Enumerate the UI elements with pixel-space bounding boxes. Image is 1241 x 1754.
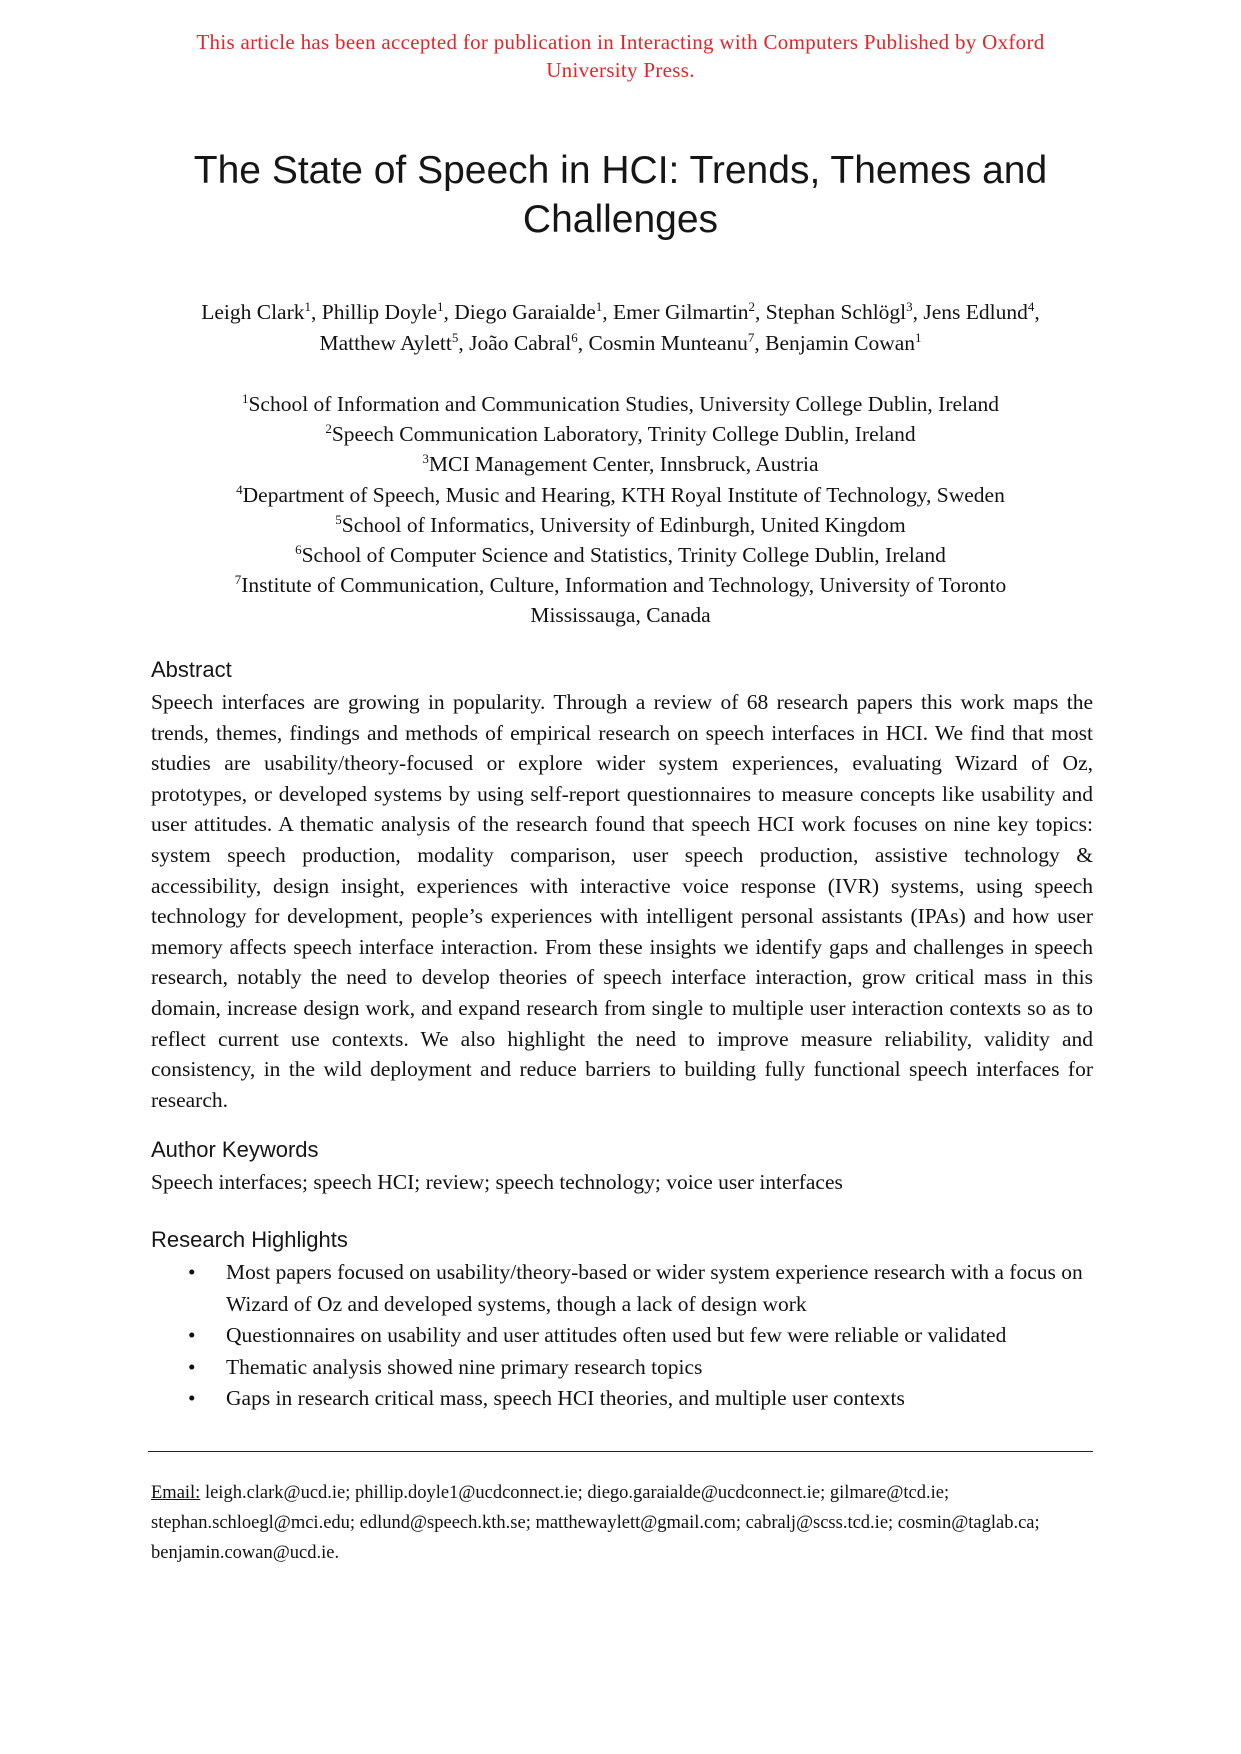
author-name: Phillip Doyle — [321, 300, 438, 324]
affiliation — [110, 570, 1131, 630]
author-name: Benjamin Cowan — [765, 331, 916, 355]
affiliation — [110, 510, 1131, 540]
affiliation-text: Speech Communication Laboratory, Trinity College Dublin, Ireland — [331, 422, 916, 447]
highlight-text: Gaps in research critical mass, speech HCI theories, and multiple user contexts — [226, 1386, 905, 1410]
author-name: Cosmin Munteanu — [588, 331, 748, 355]
list-item — [151, 1383, 1093, 1415]
author-name: Leigh Clark — [201, 300, 305, 324]
author-name: João Cabral — [469, 331, 572, 355]
author-affiliation-marker: 3 — [906, 299, 913, 314]
author-affiliation-marker: 7 — [747, 330, 755, 345]
author-affiliation-marker: 2 — [748, 299, 756, 314]
author-name: Jens Edlund — [923, 300, 1028, 324]
affiliation — [110, 449, 1131, 479]
highlight-text: Most papers focused on usability/theory-based or wider system experience research with a focus on Wizard of Oz and developed systems, though a lack of design work — [226, 1260, 1083, 1316]
affiliation-text: Department of Speech, Music and Hearing, KTH Royal Institute of Technology, Sweden — [242, 482, 1005, 507]
affiliation-number: 2 — [325, 421, 332, 437]
affiliation-number: 5 — [335, 511, 342, 527]
author-affiliation-marker: 1 — [915, 330, 922, 345]
bullet-icon: • — [188, 1354, 196, 1379]
email-list: leigh.clark@ucd.ie; phillip.doyle1@ucdconnect.ie; diego.garaialde@ucdconnect.ie; gilmare@tcd.ie; stephan.schloegl@mci.edu; edlund@speech.kth.se; matthewaylett@gmail.com; cabralj@scss.tcd.ie; cosmin@taglab.ca; benjamin.cowan@ucd.ie. — [151, 1483, 1040, 1563]
author-affiliation-marker: 1 — [304, 299, 311, 314]
affiliation — [110, 540, 1131, 570]
list-item — [151, 1352, 1093, 1384]
author-name: Matthew Aylett — [319, 331, 452, 355]
abstract-heading: Abstract — [151, 657, 232, 682]
author-affiliation-marker: 1 — [595, 299, 603, 314]
affiliation-text: School of Informatics, University of Edinburgh, United Kingdom — [341, 512, 906, 537]
author-affiliation-marker: 4 — [1027, 299, 1035, 314]
keywords-heading: Author Keywords — [151, 1137, 319, 1162]
author-affiliation-marker: 1 — [437, 299, 444, 314]
author-affiliation-marker: 6 — [571, 330, 578, 345]
email-footnote — [151, 1478, 1093, 1568]
keywords-text: Speech interfaces; speech HCI; review; speech technology; voice user interfaces — [151, 1170, 843, 1194]
author-name: Diego Garaialde — [454, 300, 596, 324]
affiliation-number: 6 — [295, 542, 302, 558]
author-list: Leigh Clark$^1$, Phillip Doyle$^1$, Diego Garaialde$^1$, Emer Gilmartin$^2$, Stephan Schlögl$^3$, Jens Edlund$^4$, Matthew Aylett$^5$, João Cabral$^6$, Cosmin Munteanu$^7$, Benjamin Cowan$^1$ — [201, 299, 1040, 355]
affiliation-number: 3 — [422, 451, 429, 467]
affiliation-text: School of Information and Communication Studies, University College Dublin, Ireland — [248, 392, 1000, 416]
affiliation-number: 4 — [236, 481, 243, 497]
paper-title: The State of Speech in HCI: Trends, Themes and Challenges — [193, 149, 1048, 241]
bullet-icon: • — [188, 1386, 196, 1410]
affiliation — [110, 389, 1131, 419]
affiliation-text: School of Computer Science and Statistics, Trinity College Dublin, Ireland — [301, 543, 946, 568]
affiliation — [110, 480, 1131, 510]
highlights-list — [151, 1257, 1093, 1415]
publication-notice: This article has been accepted for publication in Interacting with Computers Published by Oxford University Press. — [196, 30, 1045, 82]
affiliation-number: 1 — [241, 391, 249, 406]
author-name: Emer Gilmartin — [613, 300, 749, 324]
list-item — [151, 1320, 1093, 1352]
highlight-text: Questionnaires on usability and user attitudes often used but few were reliable or validated — [226, 1323, 1007, 1347]
affiliation — [110, 419, 1131, 449]
highlight-text: Thematic analysis showed nine primary research topics — [226, 1354, 703, 1379]
list-item — [151, 1257, 1093, 1320]
affiliation-text: Institute of Communication, Culture, Information and Technology, University of Toronto Mississauga, Canada — [241, 573, 1007, 628]
footnote-divider — [148, 1451, 1093, 1452]
author-affiliation-marker: 5 — [451, 330, 459, 345]
affiliation-text: MCI Management Center, Innsbruck, Austria — [428, 452, 819, 477]
author-name: Stephan Schlögl — [765, 300, 907, 324]
affiliation-number: 7 — [234, 572, 242, 588]
bullet-icon: • — [188, 1323, 196, 1347]
affiliation-list — [110, 389, 1131, 631]
highlights-heading: Research Highlights — [151, 1227, 348, 1252]
abstract-text: Speech interfaces are growing in popularity. Through a review of 68 research papers this work maps the trends, themes, findings and methods of empirical research on speech interfaces in HCI. We find that most studies are usability/theory-focused or explore wider system experiences, evaluating Wizard of Oz, prototypes, or developed systems by using self-report questionnaires to measure concepts like usability and user attitudes. A thematic analysis of the research found that speech HCI work focuses on nine key topics: system speech production, modality comparison, user speech production, assistive technology & accessibility, design insight, experiences with interactive voice response (IVR) systems, using speech technology for development, people’s experiences with intelligent personal assistants (IPAs) and how user memory affects speech interface interaction. From these insights we identify gaps and challenges in speech research, notably the need to develop theories of speech interface interaction, grow critical mass in this domain, increase design work, and expand research from single to multiple user interaction contexts so as to reflect current use contexts. We also highlight the need to improve measure reliability, validity and consistency, in the wild deployment and reduce barriers to building fully functional speech interfaces for research. — [151, 690, 1093, 1112]
bullet-icon: • — [188, 1260, 196, 1284]
email-label: Email: — [151, 1483, 201, 1503]
